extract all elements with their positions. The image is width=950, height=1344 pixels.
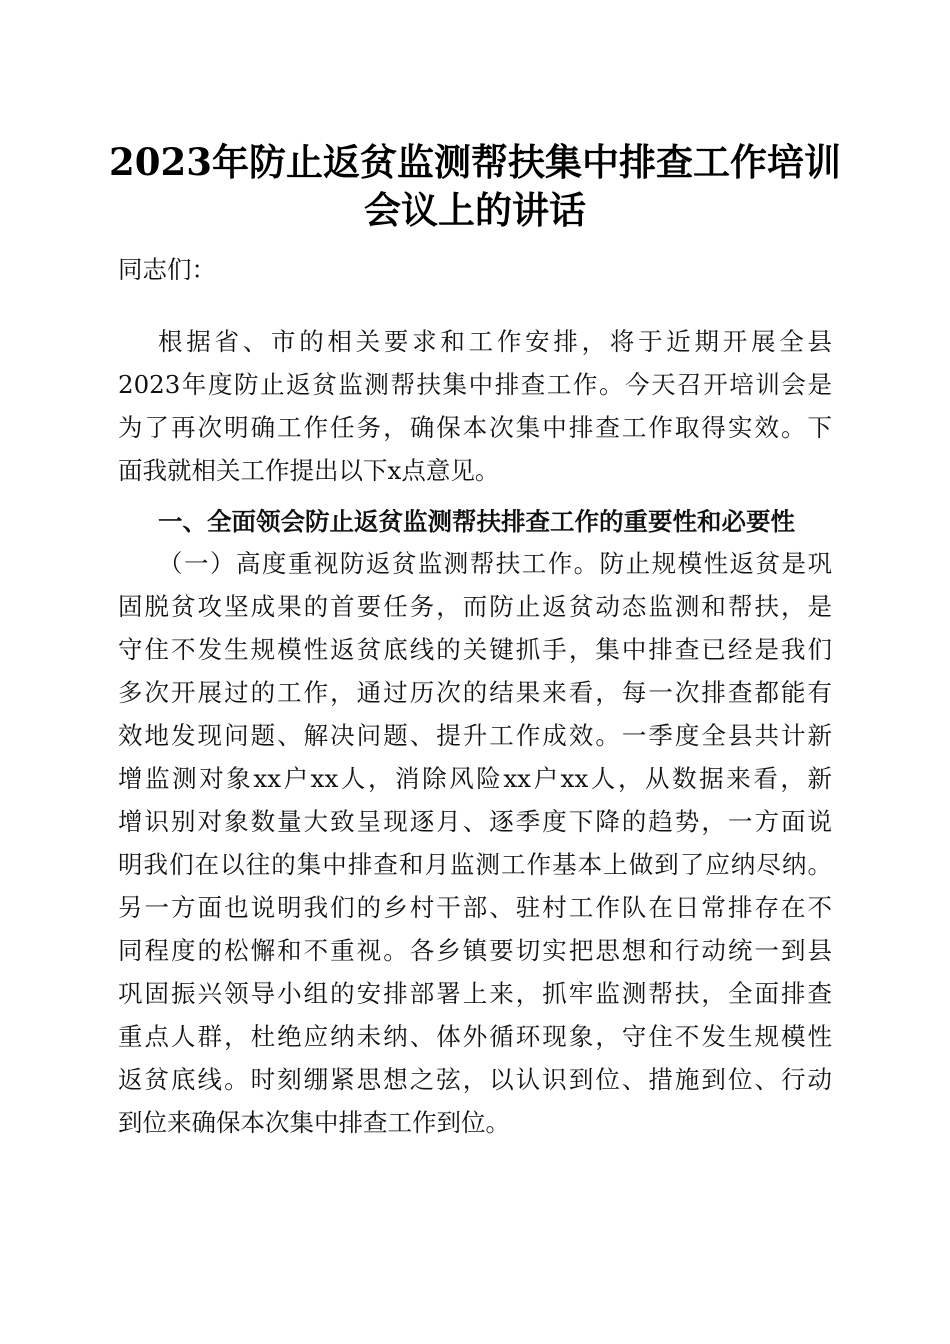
paragraph-line: 固脱贫攻坚成果的首要任务，而防止返贫动态监测和帮扶，是 (118, 592, 832, 621)
section-1-heading: 一、全面领会防止返贫监测帮扶排查工作的重要性和必要性 (158, 507, 795, 536)
intro-line: 2023年度防止返贫监测帮扶集中排查工作。今天召开培训会是 (118, 370, 832, 399)
document-title-line-1: 2023年防止返贫监测帮扶集中排查工作培训 (109, 140, 841, 184)
paragraph-line: 到位来确保本次集中排查工作到位。 (118, 1108, 510, 1137)
paragraph-line: 守住不发生规模性返贫底线的关键抓手，集中排查已经是我们 (118, 635, 832, 664)
paragraph-line: 增监测对象xx户xx人，消除风险xx户xx人，从数据来看，新 (118, 764, 832, 793)
paragraph-line: 增识别对象数量大致呈现逐月、逐季度下降的趋势，一方面说 (118, 807, 832, 836)
intro-line: 为了再次明确工作任务，确保本次集中排查工作取得实效。下 (118, 413, 832, 442)
paragraph-line: 返贫底线。时刻绷紧思想之弦，以认识到位、措施到位、行动 (118, 1065, 832, 1094)
intro-line: 面我就相关工作提出以下x点意见。 (118, 456, 500, 485)
document-title-line-2: 会议上的讲话 (364, 188, 586, 232)
paragraph-line: 多次开展过的工作，通过历次的结果来看，每一次排查都能有 (118, 678, 832, 707)
paragraph-line: （一）高度重视防返贫监测帮扶工作。防止规模性返贫是巩 (158, 549, 832, 578)
paragraph-line: 重点人群，杜绝应纳未纳、体外循环现象，守住不发生规模性 (118, 1022, 832, 1051)
paragraph-line: 明我们在以往的集中排查和月监测工作基本上做到了应纳尽纳。 (118, 850, 832, 879)
salutation: 同志们： (118, 255, 216, 284)
paragraph-line: 巩固振兴领导小组的安排部署上来，抓牢监测帮扶，全面排查 (118, 979, 832, 1008)
paragraph-line: 同程度的松懈和不重视。各乡镇要切实把思想和行动统一到县 (118, 936, 832, 965)
intro-line: 根据省、市的相关要求和工作安排，将于近期开展全县 (158, 327, 832, 356)
paragraph-line: 另一方面也说明我们的乡村干部、驻村工作队在日常排存在不 (118, 893, 832, 922)
paragraph-line: 效地发现问题、解决问题、提升工作成效。一季度全县共计新 (118, 721, 832, 750)
